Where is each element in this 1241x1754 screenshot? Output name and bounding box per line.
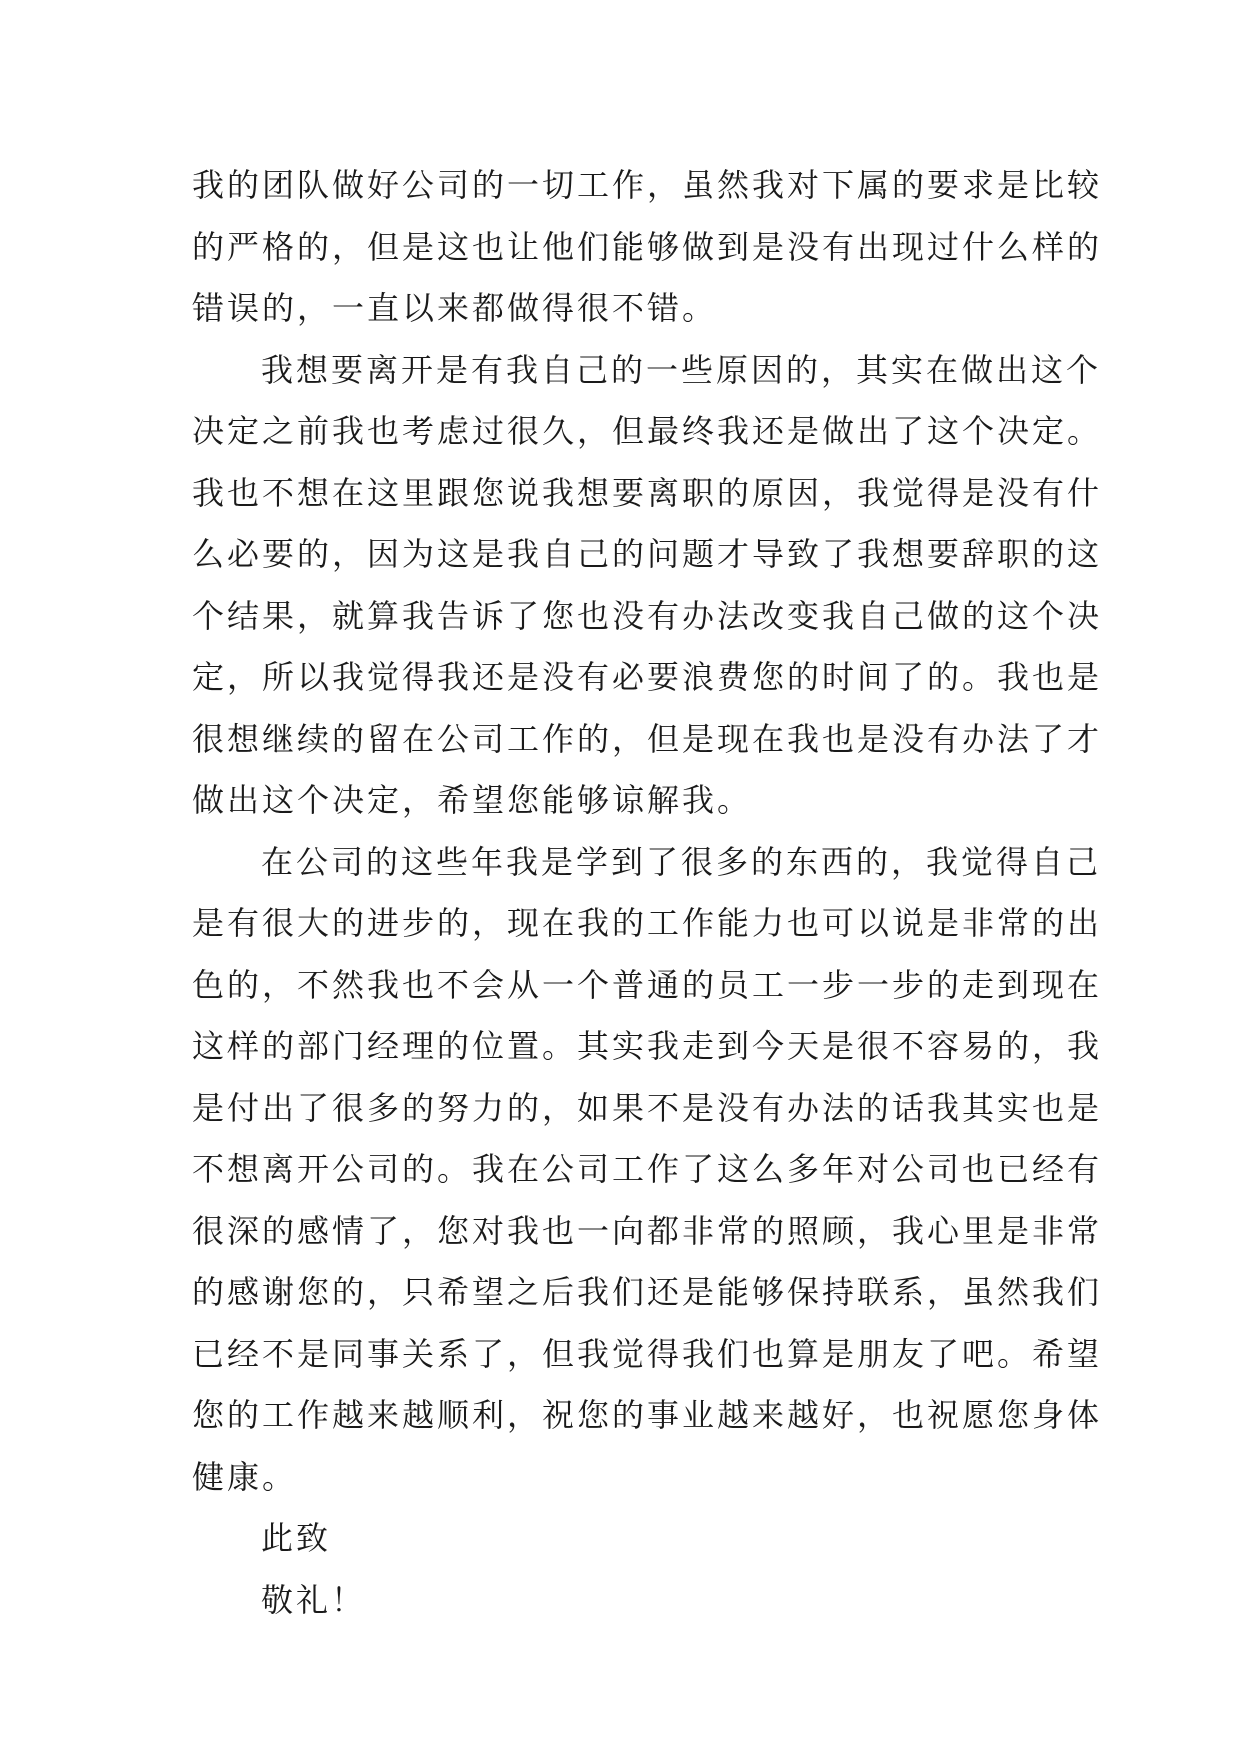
closing-salutation: 此致 [261, 1519, 332, 1557]
text-line: 您的工作越来越顺利，祝您的事业越来越好，也祝愿您身体 [192, 1396, 1103, 1434]
text-line: 做出这个决定，希望您能够谅解我。 [192, 781, 753, 819]
letter-body [192, 155, 1103, 1631]
text-line: 是有很大的进步的，现在我的工作能力也可以说是非常的出 [192, 904, 1103, 942]
text-line: 个结果，就算我告诉了您也没有办法改变我自己做的这个决 [192, 596, 1103, 635]
text-line: 已经不是同事关系了，但我觉得我们也算是朋友了吧。希望 [192, 1334, 1103, 1373]
closing-regards: 敬礼！ [261, 1580, 367, 1619]
text-line: 么必要的，因为这是我自己的问题才导致了我想要辞职的这 [192, 535, 1103, 573]
text-line: 很深的感情了，您对我也一向都非常的照顾，我心里是非常 [192, 1211, 1103, 1250]
text-line: 色的，不然我也不会从一个普通的员工一步一步的走到现在 [192, 965, 1103, 1004]
text-line: 这样的部门经理的位置。其实我走到今天是很不容易的，我 [192, 1027, 1103, 1065]
text-line: 定，所以我觉得我还是没有必要浪费您的时间了的。我也是 [192, 658, 1103, 696]
text-line: 我也不想在这里跟您说我想要离职的原因，我觉得是没有什 [192, 473, 1103, 512]
paragraph-start-line: 在公司的这些年我是学到了很多的东西的，我觉得自己 [261, 842, 1102, 881]
paragraph-start-line: 我想要离开是有我自己的一些原因的，其实在做出这个 [261, 350, 1102, 389]
text-line: 我的团队做好公司的一切工作，虽然我对下属的要求是比较 [192, 166, 1103, 204]
text-line: 是付出了很多的努力的，如果不是没有办法的话我其实也是 [192, 1088, 1103, 1127]
text-line: 的感谢您的，只希望之后我们还是能够保持联系，虽然我们 [192, 1273, 1103, 1311]
text-line: 不想离开公司的。我在公司工作了这么多年对公司也已经有 [192, 1150, 1103, 1188]
text-line: 决定之前我也考虑过很久，但最终我还是做出了这个决定。 [192, 412, 1103, 450]
text-line: 很想继续的留在公司工作的，但是现在我也是没有办法了才 [192, 719, 1103, 758]
text-line: 的严格的，但是这也让他们能够做到是没有出现过什么样的 [192, 227, 1103, 266]
text-line: 健康。 [192, 1457, 298, 1496]
text-line: 错误的，一直以来都做得很不错。 [192, 289, 718, 327]
